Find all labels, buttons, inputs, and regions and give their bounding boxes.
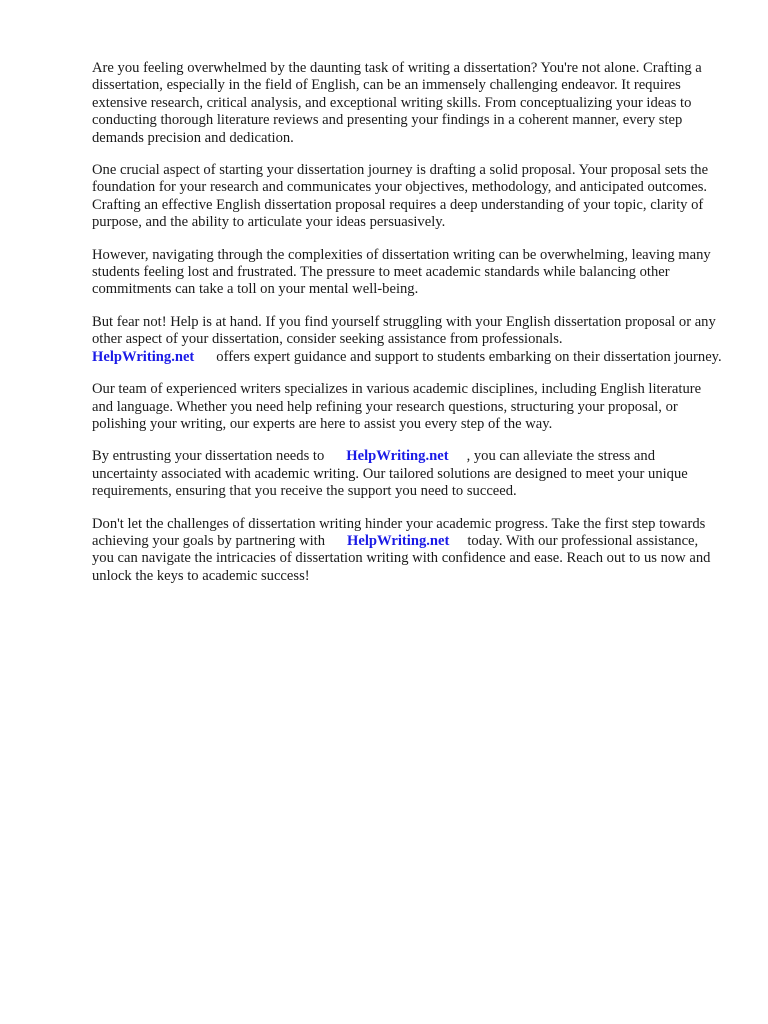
paragraph-challenges-text: However, navigating through the complexities of dissertation writing can be overwhelming, leaving many students feeling lost and frustrated. The pressure to meet academic standards while balancing other commitments can take a toll on your mental well-being.: [92, 246, 711, 298]
paragraph-entrusting-text-before: By entrusting your dissertation needs to: [92, 448, 325, 465]
paragraph-challenges: [92, 247, 722, 299]
paragraph-closing-text-after: today. With our professional assistance, you can navigate the intricacies of dissertation writing with confidence and ease. Reach out to us now and unlock the keys to academic success!: [92, 532, 711, 584]
helpwriting-link-3[interactable]: HelpWriting.net: [347, 532, 450, 549]
paragraph-closing-text-before: Don't let the challenges of dissertation writing hinder your academic progress. Take the first step towards achieving your goals by partnering with: [92, 515, 706, 549]
helpwriting-link-2[interactable]: HelpWriting.net: [346, 448, 449, 465]
paragraph-team: [92, 381, 722, 433]
paragraph-proposal: [92, 162, 722, 232]
paragraph-proposal-text: One crucial aspect of starting your dissertation journey is drafting a solid proposal. Your proposal sets the foundation for your research and communicates your objectives, methodology, and anticipated outcomes. Crafting an effective English dissertation proposal requires a deep understanding of your topic, clarity of purpose, and the ability to articulate your ideas persuasively.: [92, 162, 709, 231]
paragraph-entrusting: [92, 448, 722, 500]
helpwriting-link-1[interactable]: HelpWriting.net: [92, 348, 195, 365]
paragraph-closing: [92, 516, 722, 586]
paragraph-help-text-before: But fear not! Help is at hand. If you find yourself struggling with your English dissertation proposal or any other aspect of your dissertation, consider seeking assistance from professionals.: [92, 313, 716, 348]
paragraph-entrusting-text-after: , you can alleviate the stress and uncertainty associated with academic writing. Our tailored solutions are designed to meet your unique requirements, ensuring that you receive the support you need to succeed.: [92, 448, 688, 500]
paragraph-help-text-after: offers expert guidance and support to students embarking on their dissertation journey.: [216, 348, 722, 365]
paragraph-help: [92, 314, 722, 366]
document-body: [92, 60, 722, 600]
paragraph-intro: [92, 60, 722, 147]
paragraph-intro-text: Are you feeling overwhelmed by the daunting task of writing a dissertation? You're not alone. Crafting a dissertation, especially in the field of English, can be an immensely challenging endeavor. It requires extensive research, critical analysis, and exceptional writing skills. From conceptualizing your ideas to conducting thorough literature reviews and presenting your findings in a coherent manner, every step demands precision and dedication.: [92, 60, 702, 146]
paragraph-team-text: Our team of experienced writers specializes in various academic disciplines, including English literature and language. Whether you need help refining your research questions, structuring your proposal, or polishing your writing, our experts are here to assist you every step of the way.: [92, 381, 702, 432]
